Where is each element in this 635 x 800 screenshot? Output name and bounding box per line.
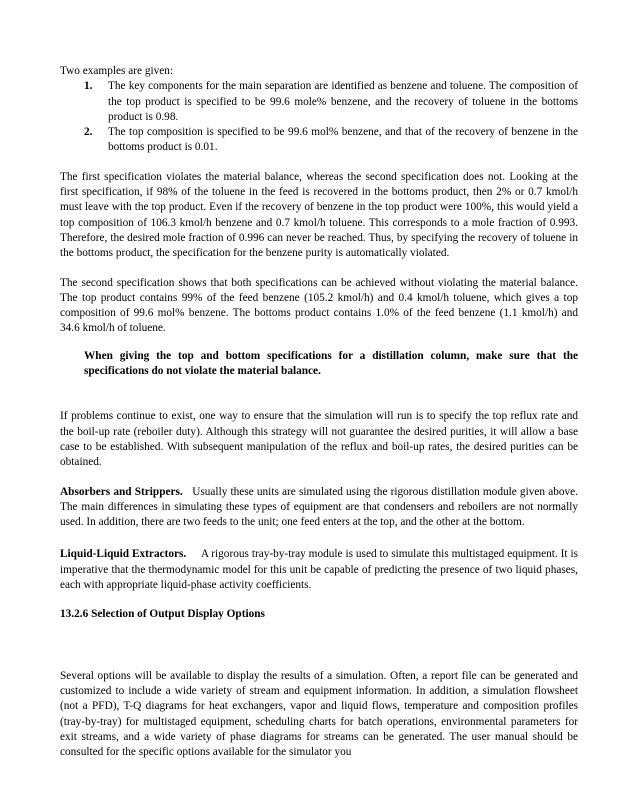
paragraph-absorbers	[60, 485, 578, 531]
extractors-text: A rigorous tray-by-tray module is used to simulate this multistaged equipment. It is imperative that the thermodynamic model for this unit be capable of predicting the presence of two liquid phases, each with appropriate liquid-phase activity coefficients.	[60, 548, 578, 592]
list-item-text: The top composition is specified to be 99.6 mol% benzene, and that of the recovery of benzene in the bottoms product is 0.01.	[108, 126, 578, 154]
document-page	[60, 64, 578, 760]
paragraph-extractors	[60, 547, 578, 593]
list-item-text: The key components for the main separation are identified as benzene and toluene. The composition of the top product is specified to be 99.6 mole% benzene, and the recovery of toluene in the bottoms product is 0.98.	[108, 80, 578, 123]
absorbers-text: Usually these units are simulated using the rigorous distillation module given above. The main differences in simulating these types of equipment are that condensers and reboilers are not normally used. In addition, there are two feeds to the unit; one feed enters at the top, and the other at the bottom.	[60, 485, 578, 529]
callout-note: When giving the top and bottom specifications for a distillation column, make sure that the specifications do not violate the material balance.	[84, 349, 578, 378]
extractors-lead: Liquid-Liquid Extractors.	[60, 548, 187, 561]
absorbers-lead: Absorbers and Strippers.	[60, 485, 183, 498]
list-number: 1.	[84, 80, 93, 93]
intro-text: Two examples are given:	[60, 65, 174, 77]
section-heading: 13.2.6 Selection of Output Display Options	[60, 608, 265, 621]
paragraph-first-specification: The first specification violates the material balance, whereas the second specification does not. Looking at the first specification, if 98% of the toluene in the feed is recovered in the bottoms product, then 2% or 0.7 kmol/h must leave with the top product. Even if the recovery of benzene in the top product were 100%, this would yield a top composition of 106.3 kmol/h benzene and 0.7 kmol/h toluene. This corresponds to a mole fraction of 0.993. Therefore, the desired mole fraction of 0.996 can never be reached. Thus, by specifying the recovery of toluene in the bottoms product, the specification for the benzene purity is automatically violated.	[60, 170, 578, 260]
list-number: 2.	[84, 126, 93, 139]
list-item	[60, 79, 578, 125]
examples-list	[60, 79, 578, 155]
list-item	[60, 125, 578, 156]
paragraph-troubleshooting: If problems continue to exist, one way to ensure that the simulation will run is to specify the top reflux rate and the boil-up rate (reboiler duty). Although this strategy will not guarantee the desired purities, it will allow a base case to be established. With subsequent manipulation of the reflux and boil-up rates, the desired purities can be obtained.	[60, 410, 578, 469]
paragraph-output-options: Several options will be available to display the results of a simulation. Often, a report file can be generated and customized to include a wide variety of stream and equipment information. In addition, a simulation flowsheet (not a PFD), T-Q diagrams for heat exchangers, vapor and liquid flows, temperature and composition profiles (tray-by-tray) for multistaged equipment, scheduling charts for batch operations, environmental parameters for exit streams, and a wide variety of phase diagrams for streams can be generated. The user manual should be consulted for the specific options available for the simulator you	[60, 669, 578, 759]
paragraph-second-specification: The second specification shows that both specifications can be achieved without violating the material balance. The top product contains 99% of the feed benzene (105.2 kmol/h) and 0.4 kmol/h toluene, which gives a top composition of 99.6 mol% benzene. The bottoms product contains 1.0% of the feed benzene (1.1 kmol/h) and 34.6 kmol/h of toluene.	[60, 276, 578, 335]
